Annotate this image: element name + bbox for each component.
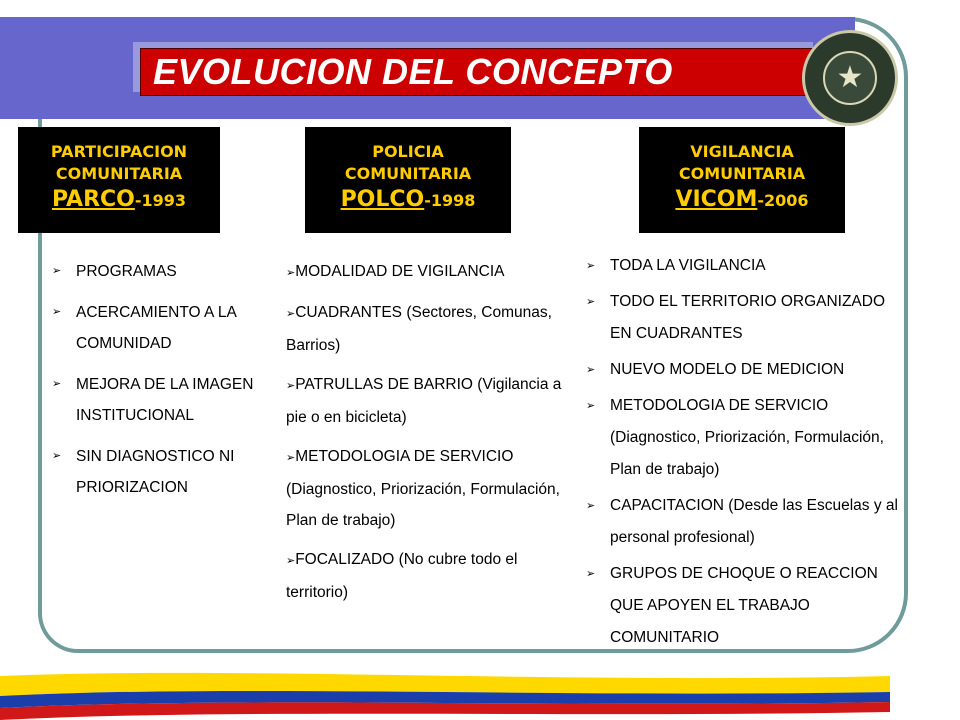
star-icon: ★ [836,61,864,94]
heading-line1: PARTICIPACION [50,142,188,161]
heading-vicom [639,127,845,233]
list-item [52,441,282,503]
police-seal-icon [802,30,898,126]
year: -2006 [757,191,809,210]
list-item-text: METODOLOGIA DE SERVICIO (Diagnostico, Priorización, Formulación, Plan de trabajo) [610,397,884,478]
list-item-text: CUADRANTES (Sectores, Comunas, Barrios) [286,304,552,354]
list-item-text: SIN DIAGNOSTICO NI PRIORIZACION [76,448,235,496]
heading-parco [18,127,220,233]
arrowhead-bullet-icon: ➢ [586,568,596,580]
heading-acronym-year [18,187,220,214]
list-item [586,286,904,350]
list-item-text: GRUPOS DE CHOQUE O REACCION QUE APOYEN EL TRABAJO COMUNITARIO [610,565,878,646]
list-item-text: CAPACITACION (Desde las Escuelas y al personal profesional) [610,497,898,546]
list-item-text: PROGRAMAS [76,263,177,280]
list-item-text: ACERCAMIENTO A LA COMUNIDAD [76,304,236,352]
list-item-text: TODA LA VIGILANCIA [610,257,766,274]
list-item [52,256,282,287]
arrowhead-bullet-icon: ➢ [586,500,596,512]
arrowhead-bullet-icon: ➢ [586,400,596,412]
heading-acronym-year [639,187,845,214]
year: -1998 [424,191,476,210]
arrowhead-bullet-icon: ➢ [52,306,62,318]
list-item [52,369,282,431]
year: -1993 [134,191,187,210]
list-item-text: NUEVO MODELO DE MEDICION [610,361,845,378]
arrowhead-bullet-icon: ➢ [586,364,596,376]
list-item [586,250,904,282]
slide-title: EVOLUCION DEL CONCEPTO [140,48,814,96]
arrowhead-bullet-icon: ➢ [52,450,62,462]
arrowhead-bullet-icon: ➢ [52,265,62,277]
arrowhead-bullet-icon: ➢ [52,378,62,390]
list-item-text: FOCALIZADO (No cubre todo el territorio) [286,551,518,601]
heading-polco [305,127,511,233]
heading-line2: COMUNITARIA [55,164,183,183]
heading-line2: COMUNITARIA [344,164,472,183]
list-item [586,390,904,486]
list-item-text: MEJORA DE LA IMAGEN INSTITUCIONAL [76,376,254,424]
arrowhead-bullet-icon: ➢ [286,555,296,567]
list-item [586,490,904,554]
acronym: VICOM [675,187,758,212]
acronym: POLCO [340,187,425,212]
heading-line1: VIGILANCIA [690,142,794,161]
list-item-text: METODOLOGIA DE SERVICIO (Diagnostico, Priorización, Formulación, Plan de trabajo) [286,448,560,529]
list-item [586,354,904,386]
seal-emblem [823,51,877,105]
flag-ribbon [0,662,960,720]
arrowhead-bullet-icon: ➢ [286,452,296,464]
flag-red-band [0,702,890,720]
vicom-list [586,250,904,658]
arrowhead-bullet-icon: ➢ [286,380,296,392]
list-item [586,558,904,654]
list-item [286,441,576,536]
list-item-text: MODALIDAD DE VIGILANCIA [295,263,505,280]
list-item [286,297,576,361]
parco-list [52,256,282,513]
arrowhead-bullet-icon: ➢ [286,308,296,320]
heading-line1: POLICIA [372,142,444,161]
arrowhead-bullet-icon: ➢ [586,296,596,308]
arrowhead-bullet-icon: ➢ [286,267,296,279]
list-item-text: TODO EL TERRITORIO ORGANIZADO EN CUADRANTES [610,293,886,342]
polco-list [286,256,576,616]
heading-line2: COMUNITARIA [678,164,806,183]
list-item-text: PATRULLAS DE BARRIO (Vigilancia a pie o en bicicleta) [286,376,562,426]
list-item [52,297,282,359]
acronym: PARCO [51,187,135,212]
list-item [286,256,576,289]
list-item [286,544,576,608]
list-item [286,369,576,433]
heading-acronym-year [305,187,511,214]
arrowhead-bullet-icon: ➢ [586,260,596,272]
